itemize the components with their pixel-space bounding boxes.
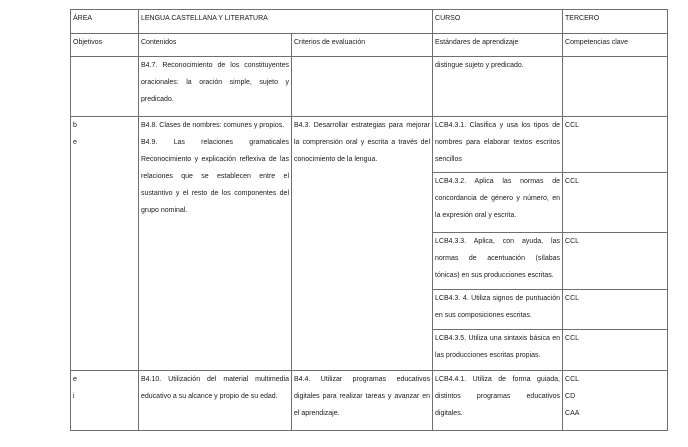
competencia-cell xyxy=(563,371,668,431)
competencia-cell: CCL xyxy=(563,117,668,173)
estandar-cell: LCB4.3.3. Aplica, con ayuda, las normas de acentuación (sílabas tónicas) en sus producciones escritas. xyxy=(433,233,563,290)
col-objetivos: Objetivos xyxy=(71,34,139,57)
estandar-cell: LCB4.4.1. Utiliza de forma guiada, distintos programas educativos digitales. xyxy=(433,371,563,431)
table-row-b4-10 xyxy=(71,371,668,431)
curso-label: CURSO xyxy=(433,10,563,34)
table-row-b4-8 xyxy=(71,117,668,173)
objetivos-cell xyxy=(71,57,139,117)
col-competencias: Competencias clave xyxy=(563,34,668,57)
competencia-cell xyxy=(563,57,668,117)
contenido-cell xyxy=(139,117,292,371)
criterio-cell xyxy=(292,57,433,117)
estandar-cell: LCB4.3.1. Clasifica y usa los tipos de nombres para elaborar textos escritos sencillos xyxy=(433,117,563,173)
contenido-item: B4.8. Clases de nombres: comunes y propios. xyxy=(141,122,285,129)
competencia-item: CD xyxy=(565,393,576,400)
competencia-cell: CCL xyxy=(563,173,668,233)
area-label: ÁREA xyxy=(71,10,139,34)
column-header-row xyxy=(71,34,668,57)
col-criterios: Criterios de evaluación xyxy=(292,34,433,57)
criterio-cell: B4.4. Utilizar programas educativos digitales para realizar tareas y avanzar en el aprendizaje. xyxy=(292,371,433,431)
contenido-cell: B4.7. Reconocimiento de los constituyentes oracionales: la oración simple, sujeto y predicado. xyxy=(139,57,292,117)
curriculum-table xyxy=(70,9,668,431)
objetivo-item: e xyxy=(73,376,77,383)
objetivo-item: i xyxy=(73,393,75,400)
competencia-cell: CCL xyxy=(563,233,668,290)
col-estandares: Estándares de aprendizaje xyxy=(433,34,563,57)
contenido-cell: B4.10. Utilización del material multimedia educativo a su alcance y propio de su edad. xyxy=(139,371,292,431)
criterio-cell: B4.3. Desarrollar estrategias para mejorar la comprensión oral y escrita a través del conocimiento de la lengua. xyxy=(292,117,433,371)
contenido-item: B4.9. Las relaciones gramaticales Reconocimiento y explicación reflexiva de las relaciones que se establecen entre el sustantivo y el resto de los componentes del grupo nominal. xyxy=(141,139,289,214)
objetivos-cell xyxy=(71,371,139,431)
estandar-cell: LCB4.3.5. Utiliza una sintaxis básica en las producciones escritas propias. xyxy=(433,330,563,371)
competencia-item: CAA xyxy=(565,410,580,417)
col-contenidos: Contenidos xyxy=(139,34,292,57)
objetivo-item: b xyxy=(73,122,77,129)
header-row xyxy=(71,10,668,34)
estandar-cell: LCB4.3. 4. Utiliza signos de puntuación en sus composiciones escritas. xyxy=(433,290,563,330)
competencia-cell: CCL xyxy=(563,290,668,330)
estandar-cell: LCB4.3.2. Aplica las normas de concordancia de género y número, en la expresión oral y escrita. xyxy=(433,173,563,233)
curriculum-document xyxy=(70,9,667,431)
table-row-b4-7 xyxy=(71,57,668,117)
objetivos-cell xyxy=(71,117,139,371)
estandar-cell: distingue sujeto y predicado. xyxy=(433,57,563,117)
competencia-item: CCL xyxy=(565,376,580,383)
objetivo-item: e xyxy=(73,139,77,146)
competencia-cell: CCL xyxy=(563,330,668,371)
area-value: LENGUA CASTELLANA Y LITERATURA xyxy=(139,10,433,34)
curso-value: TERCERO xyxy=(563,10,668,34)
